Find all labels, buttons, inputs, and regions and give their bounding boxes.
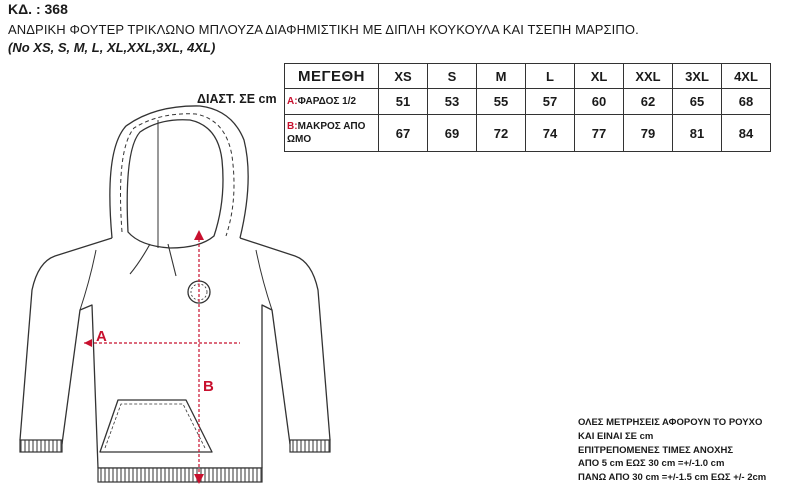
value-cell: 60	[575, 89, 624, 115]
row-name: ΦΑΡΔΟΣ 1/2	[297, 96, 357, 107]
label-a: A	[96, 328, 107, 345]
cuff-rib-right	[290, 440, 330, 452]
drawstring	[168, 244, 176, 276]
size-header-cell: XS	[379, 64, 428, 89]
product-code: ΚΔ. : 368	[8, 1, 68, 17]
size-header-cell: XL	[575, 64, 624, 89]
value-cell: 55	[477, 89, 526, 115]
product-description: ΑΝΔΡΙΚΗ ΦΟΥΤΕΡ ΤΡΙΚΛΩΝΟ ΜΠΛΟΥΖΑ ΔΙΑΦΗΜΙΣΤΙΚΗ ΜΕ ΔΙΠΛΗ ΚΟΥΚΟΥΛΑ ΚΑΙ ΤΣΕΠΗ ΜΑΡΣΙΠΟ.	[8, 22, 639, 37]
row-letter: A:	[287, 96, 298, 107]
size-header-cell: L	[526, 64, 575, 89]
note-line: ΕΠΙΤΡΕΠΟΜΕΝΕΣ ΤΙΜΕΣ ΑΝΟΧΗΣ	[578, 444, 734, 456]
measure-unit-label: ΔΙΑΣΤ. ΣΕ cm	[197, 92, 277, 106]
sizes-header: ΜΕΓΕΘΗ	[285, 64, 379, 89]
value-cell: 68	[722, 89, 771, 115]
value-cell: 65	[673, 89, 722, 115]
size-header-cell: 4XL	[722, 64, 771, 89]
available-sizes: (No XS, S, M, L, XL,XXL,3XL, 4XL)	[8, 40, 216, 55]
value-cell: 67	[379, 115, 428, 152]
kangaroo-pocket	[100, 400, 212, 452]
value-cell: 79	[624, 115, 673, 152]
value-cell: 51	[379, 89, 428, 115]
value-cell: 72	[477, 115, 526, 152]
row-letter: B:	[287, 121, 298, 132]
hood-outline	[110, 106, 248, 238]
size-header-cell: 3XL	[673, 64, 722, 89]
size-header-cell: M	[477, 64, 526, 89]
value-cell: 53	[428, 89, 477, 115]
value-cell: 77	[575, 115, 624, 152]
waist-rib	[98, 468, 262, 482]
value-cell: 57	[526, 89, 575, 115]
note-line: ΑΠΟ 5 cm ΕΩΣ 30 cm =+/-1.0 cm	[578, 458, 725, 470]
value-cell: 69	[428, 115, 477, 152]
label-b: B	[203, 378, 214, 395]
drawstring	[130, 244, 150, 274]
row-name: ΜΑΚΡΟΣ ΑΠΟ ΩΜΟ	[287, 121, 366, 145]
value-cell: 84	[722, 115, 771, 152]
note-line: ΚΑΙ ΕΙΝΑΙ ΣΕ cm	[578, 430, 654, 442]
size-header-cell: XXL	[624, 64, 673, 89]
value-cell: 74	[526, 115, 575, 152]
cuff-rib-left	[20, 440, 62, 452]
tolerance-notes	[578, 416, 766, 485]
hood-opening	[127, 120, 223, 248]
note-line: ΟΛΕΣ ΜΕΤΡΗΣΕΙΣ ΑΦΟΡΟΥΝ ΤΟ ΡΟΥΧΟ	[578, 417, 763, 428]
size-header-cell: S	[428, 64, 477, 89]
value-cell: 62	[624, 89, 673, 115]
value-cell: 81	[673, 115, 722, 152]
note-line: ΠΑΝΩ ΑΠΟ 30 cm =+/-1.5 cm ΕΩΣ +/- 2cm	[578, 472, 767, 484]
